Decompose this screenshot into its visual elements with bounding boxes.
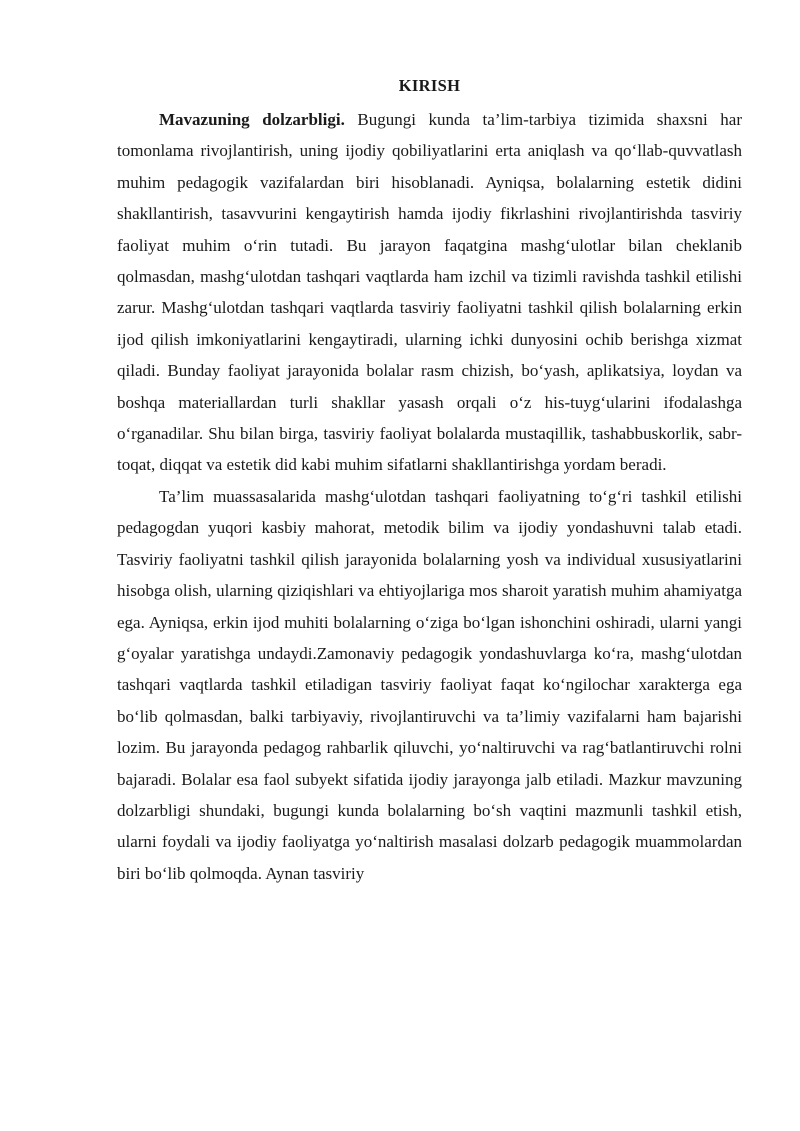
paragraph-lead: Mavazuning dolzarbligi.: [159, 110, 345, 129]
paragraph-text: Bugungi kunda ta’lim-tarbiya tizimida shaxsni har tomonlama rivojlantirish, uning ijodiy qobiliyatlarini erta aniqlash va qo‘llab-quvvatlash muhim pedagogik vazifalardan biri hisoblanadi. Ayniqsa, bolalarning estetik didini shakllantirish, tasavvurini kengaytirish hamda ijodiy fikrlashini rivojlantirishda tasviriy faoliyat muhim o‘rin tutadi. Bu jarayon faqatgina mashg‘ulotlar bilan cheklanib qolmasdan, mashg‘ulotdan tashqari vaqtlarda ham izchil va tizimli ravishda tashkil etilishi zarur. Mashg‘ulotdan tashqari vaqtlarda tasviriy faoliyatni tashkil qilish bolalarning erkin ijod qilish imkoniyatlarini kengaytiradi, ularning ichki dunyosini ochib berishga xizmat qiladi. Bunday faoliyat jarayonida bolalar rasm chizish, bo‘yash, aplikatsiya, loydan va boshqa materiallardan turli shakllar yasash orqali o‘z his-tuyg‘ularini ifodalashga o‘rganadilar. Shu bilan birga, tasviriy faoliyat bolalarda mustaqillik, tashabbuskorlik, sabr-toqat, diqqat va estetik did kabi muhim sifatlarni shakllantirishga yordam beradi.: [117, 110, 742, 475]
paragraph-organization: [117, 481, 742, 889]
page-title: KIRISH: [398, 76, 461, 95]
document-body: [117, 104, 742, 889]
paragraph-relevance: [117, 104, 742, 481]
paragraph-text: Ta’lim muassasalarida mashg‘ulotdan tashqari faoliyatning to‘g‘ri tashkil etilishi pedagogdan yuqori kasbiy mahorat, metodik bilim va ijodiy yondashuvni talab etadi. Tasviriy faoliyatni tashkil qilish jarayonida bolalarning yosh va individual xususiyatlarini hisobga olish, ularning qiziqishlari va ehtiyojlariga mos sharoit yaratish muhim ahamiyatga ega. Ayniqsa, erkin ijod muhiti bolalarning o‘ziga bo‘lgan ishonchini oshiradi, ularni yangi g‘oyalar yaratishga undaydi.Zamonaviy pedagogik yondashuvlarga ko‘ra, mashg‘ulotdan tashqari vaqtlarda tashkil etiladigan tasviriy faoliyat faqat ko‘ngilochar xarakterga ega bo‘lib qolmasdan, balki tarbiyaviy, rivojlantiruvchi va ta’limiy vazifalarni ham bajarishi lozim. Bu jarayonda pedagog rahbarlik qiluvchi, yo‘naltiruvchi va rag‘batlantiruvchi rolni bajaradi. Bolalar esa faol subyekt sifatida ijodiy jarayonga jalb etiladi. Mazkur mavzuning dolzarbligi shundaki, bugungi kunda bolalarning bo‘sh vaqtini mazmunli tashkil etish, ularni foydali va ijodiy faoliyatga yo‘naltirish masalasi dolzarb pedagogik muammolardan biri bo‘lib qolmoqda. Aynan tasviriy: [117, 486, 742, 883]
